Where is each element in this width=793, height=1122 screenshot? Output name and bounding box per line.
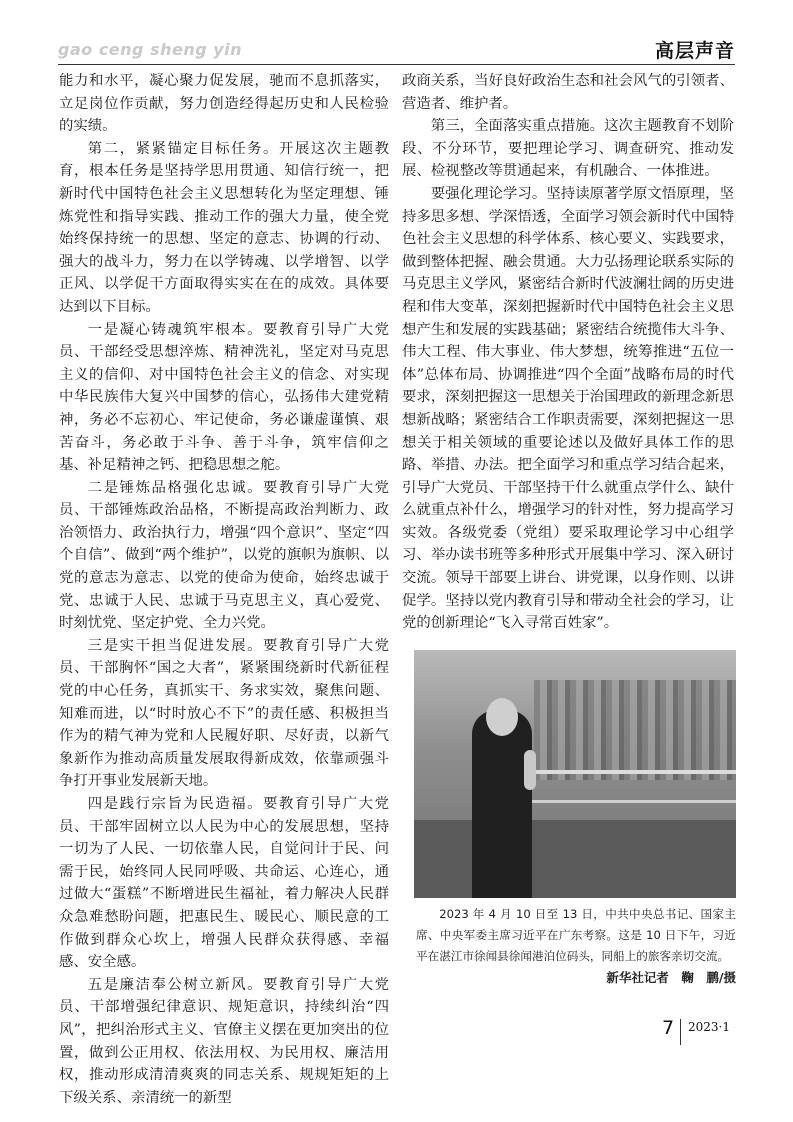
paragraph: 能力和水平，凝心聚力促发展，驰而不息抓落实，立足岗位作贡献，努力创造经得起历史和人民检验的实绩。 [59, 73, 389, 135]
paragraph: 二是锤炼品格强化忠诚。要教育引导广大党员、干部锤炼政治品格，不断提高政治判断力、政治领悟力、政治执行力，增强“四个意识”、坚定“四个自信”、做到“两个维护”，以党的旗帜为旗帜、以党的意志为意志、以党的使命为使命，始终忠诚于党、忠诚于人民、忠诚于马克思主义，真心爱党、时刻忧党、坚定护党、全力兴党。 [59, 479, 389, 632]
railing-shape [524, 770, 736, 774]
header-rule [58, 64, 735, 65]
waving-arm [524, 750, 536, 790]
person-figure [472, 710, 532, 898]
issue-label: 2023·1 [688, 1020, 730, 1034]
deck-shape [414, 820, 736, 898]
paragraph: 五是廉洁奉公树立新风。要教育引导广大党员、干部增强纪律意识、规矩意识，持续纠治“四风”，把纠治形式主义、官僚主义摆在更加突出的位置，做到公正用权、依法用权、为民用权、廉洁用权，推动形成清清爽爽的同志关系、规规矩矩的上下级关系、亲清统一的新型 [59, 976, 389, 1106]
paragraph: 要强化理论学习。坚持读原著学原文悟原理，坚持多思多想、学深悟透，全面学习领会新时代中国特色社会主义思想的科学体系、核心要义、实践要求，做到整体把握、融会贯通。大力弘扬理论联系实际的马克思主义学风，紧密结合新时代波澜壮阔的历史进程和伟大变革，深刻把握新时代中国特色社会主义思想产生和发展的实践基础；紧密结合统揽伟大斗争、伟大工程、伟大事业、伟大梦想，统筹推进“五位一体”总体布局、协调推进“四个全面”战略布局的时代要求，深刻把握这一思想关于治国理政的新理念新思想新战略；紧密结合工作职责需要，深刻把握这一思想关于相关领域的重要论述以及做好具体工作的思路、举措、办法。把全面学习和重点学习结合起来，引导广大党员、干部坚持干什么就重点学什么、缺什么就重点补什么，增强学习的针对性，努力提高学习实效。各级党委（党组）要采取理论学习中心组学习、举办读书班等多种形式开展集中学习、深入研讨交流。领导干部要上讲台、讲党课，以身作则、以讲促学。坚持以党内教育引导和带动全社会的学习，让党的创新理论“飞入寻常百姓家”。 [402, 185, 734, 632]
header-title: 高层声音 [654, 40, 735, 62]
news-photo [414, 650, 736, 898]
railing-shape [524, 800, 736, 803]
header-pinyin: gao ceng sheng yin [58, 40, 243, 59]
left-column [59, 70, 389, 1109]
paragraph: 三是实干担当促进发展。要教育引导广大党员、干部胸怀“国之大者”，紧紧围绕新时代新征程党的中心任务，真抓实干、务求实效，聚焦问题、知难而进，以“时时放心不下”的责任感、积极担当作为的精气神为党和人民履好职、尽好责，以新气象新作为推动高质量发展取得新成效，依靠顽强斗争打开事业发展新天地。 [59, 637, 389, 790]
paragraph: 第三，全面落实重点措施。这次主题教育不划阶段、不分环节，要把理论学习、调查研究、推动发展、检视整改等贯通起来，有机融合、一体推进。 [402, 118, 734, 180]
right-column [402, 70, 734, 635]
paragraph: 第二，紧紧锚定目标任务。开展这次主题教育，根本任务是坚持学思用贯通、知信行统一，把新时代中国特色社会主义思想转化为坚定理想、锤炼党性和指导实践、推动工作的强大力量，使全党始终保持统一的思想、坚定的意志、协调的行动、强大的战斗力，努力在以学铸魂、以学增智、以学正风、以学促干方面取得实实在在的成效。具体要达到以下目标。 [59, 140, 389, 315]
footer-divider [680, 1019, 681, 1045]
photo-caption [416, 904, 736, 988]
photo-credit: 新华社记者 鞠 鹏/摄 [606, 970, 736, 985]
caption-text: 2023 年 4 月 10 日至 13 日，中共中央总书记、国家主席、中央军委主席习近平在广东考察。这是 10 日下午，习近平在湛江市徐闻县徐闻港泊位码头，同船上的旅客亲切交流。 [416, 907, 736, 963]
paragraph: 四是践行宗旨为民造福。要教育引导广大党员、干部牢固树立以人民为中心的发展思想，坚持一切为了人民、一切依靠人民，自觉问计于民、问需于民，始终同人民同呼吸、共命运、心连心，通过做大“蛋糕”不断增进民生福祉，着力解决人民群众急难愁盼问题，把惠民生、暖民心、顺民意的工作做到群众心坎上，增强人民群众获得感、幸福感、安全感。 [59, 796, 389, 971]
page-number: 7 [662, 1017, 675, 1039]
paragraph: 政商关系，当好良好政治生态和社会风气的引领者、营造者、维护者。 [402, 73, 734, 112]
crowd-shape [534, 680, 736, 780]
person-head [486, 698, 518, 736]
paragraph: 一是凝心铸魂筑牢根本。要教育引导广大党员、干部经受思想淬炼、精神洗礼，坚定对马克思主义的信仰、对中国特色社会主义的信念、对实现中华民族伟大复兴中国梦的信心，弘扬伟大建党精神，务必不忘初心、牢记使命，务必谦虚谨慎、艰苦奋斗，务必敢于斗争、善于斗争，筑牢信仰之基、补足精神之钙、把稳思想之舵。 [59, 321, 389, 474]
